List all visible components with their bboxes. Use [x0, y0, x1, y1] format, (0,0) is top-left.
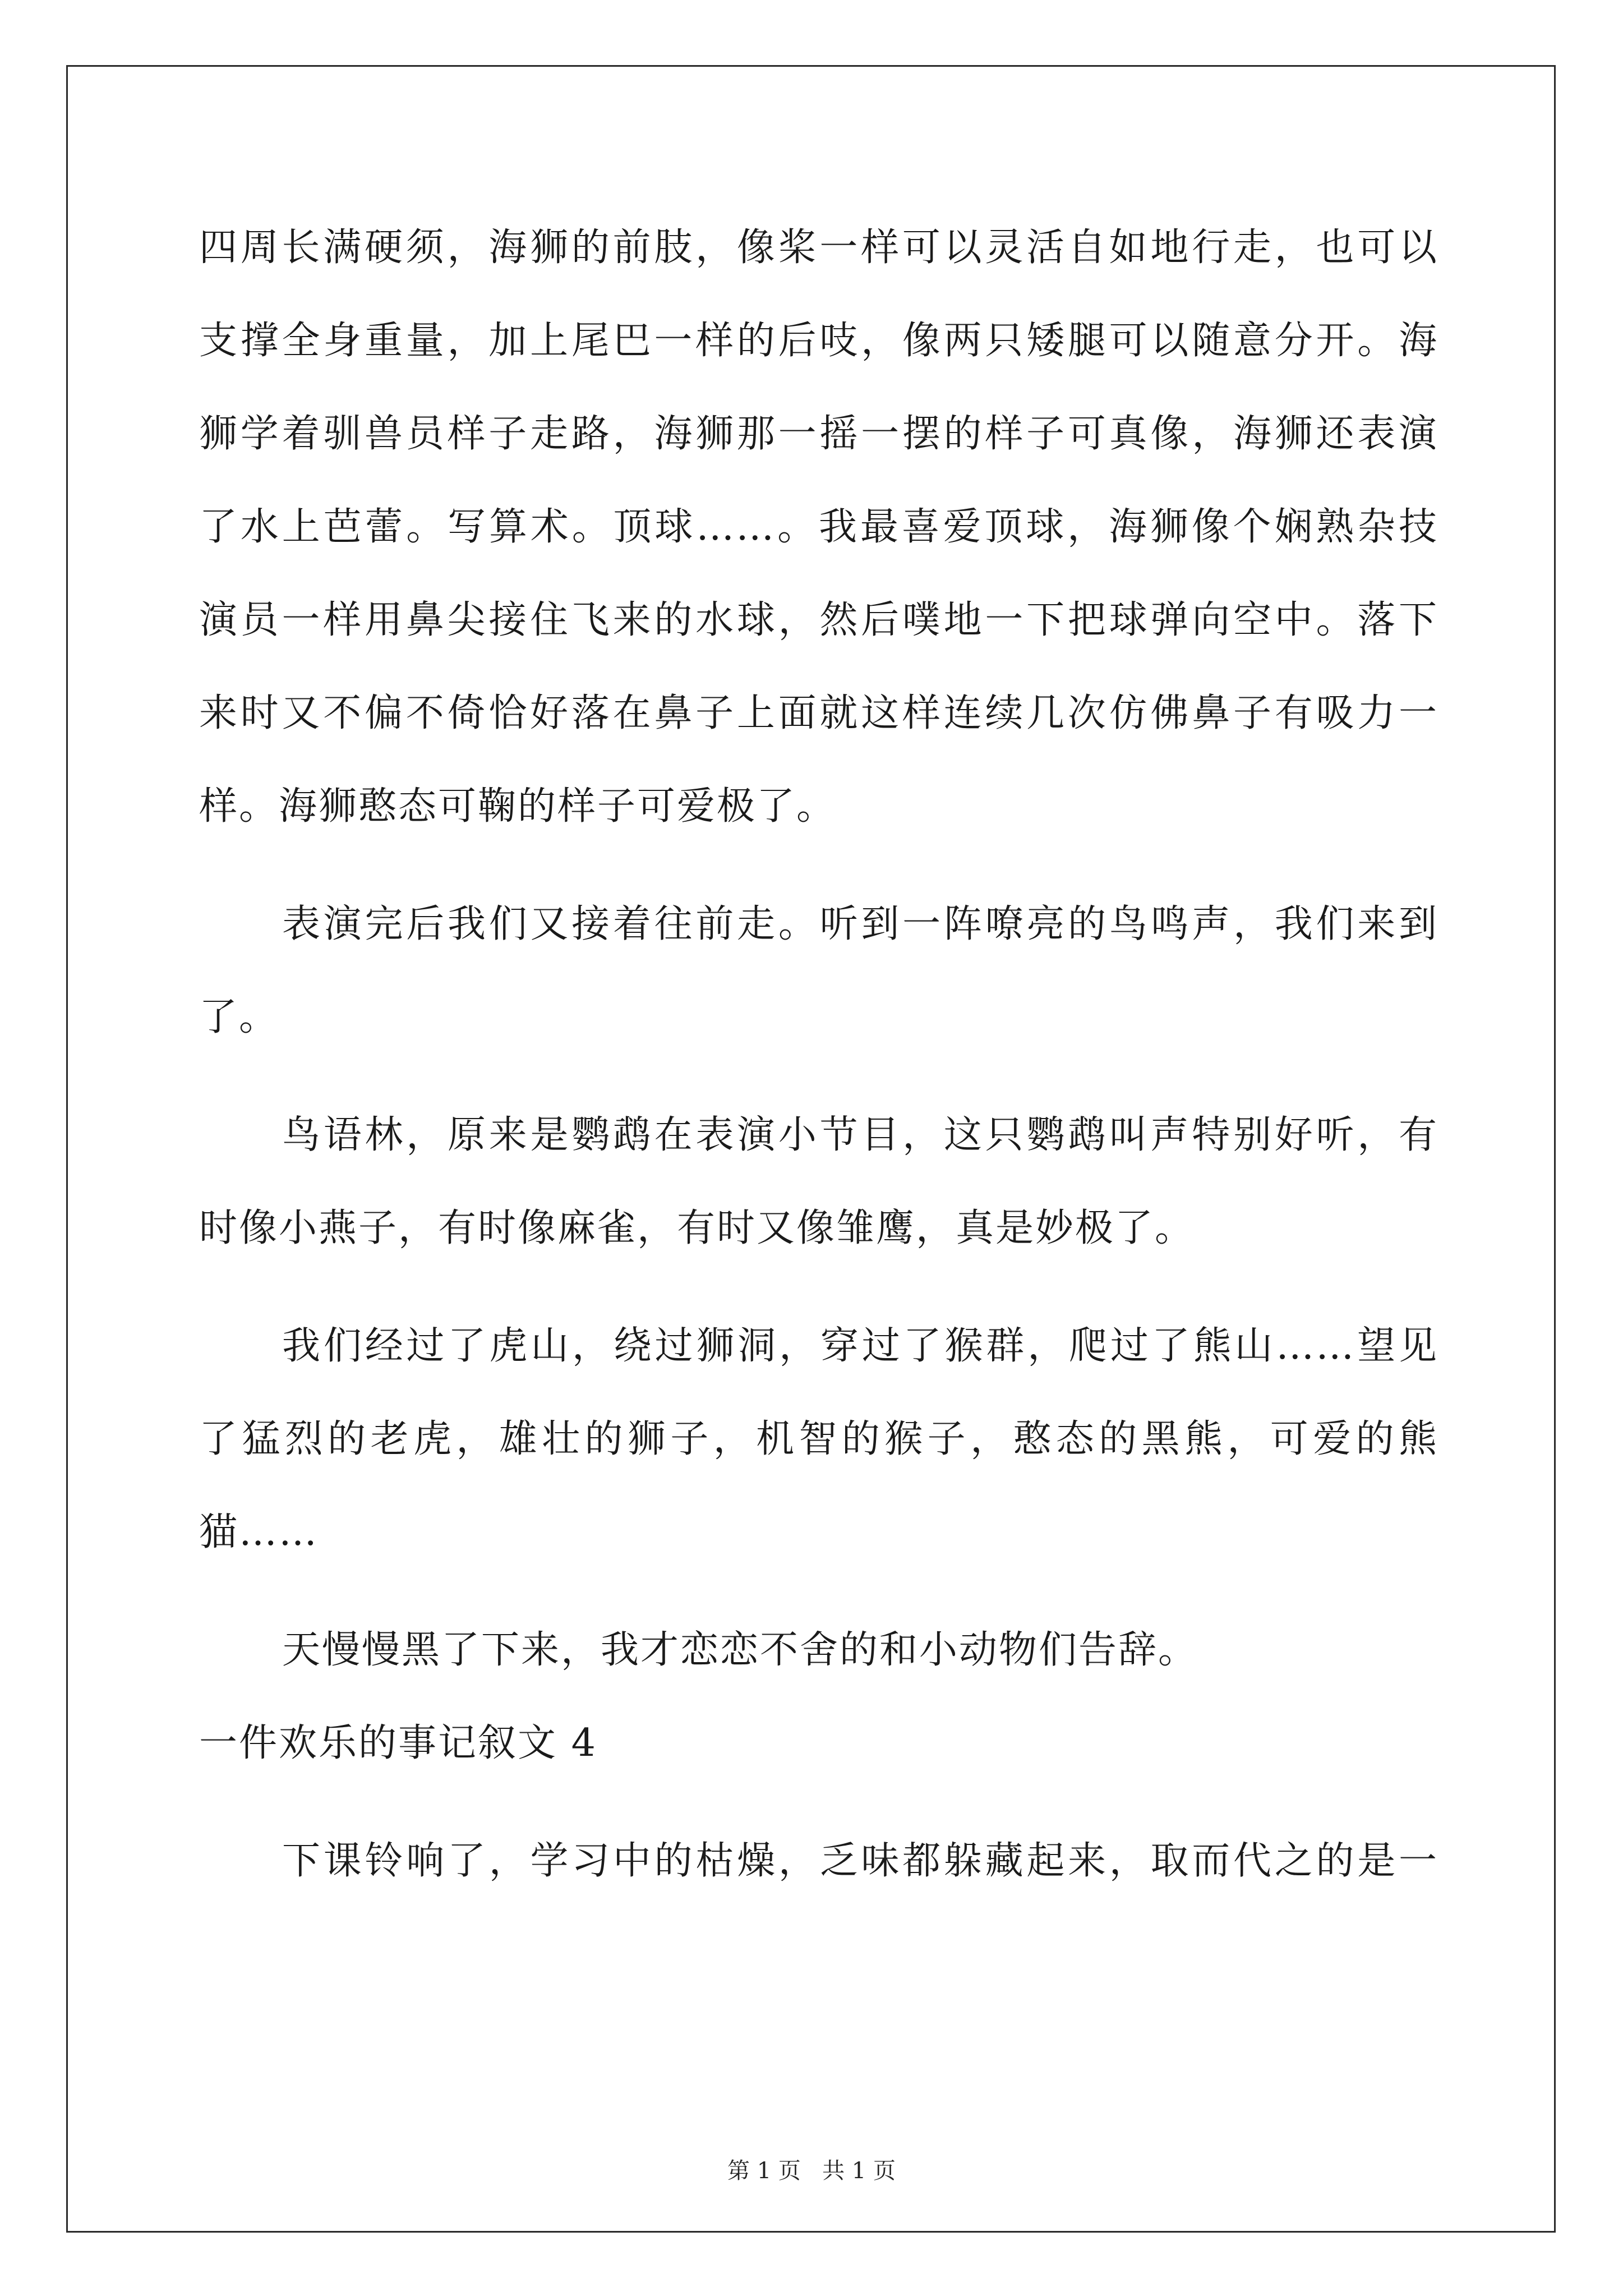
- paragraph-line: 鸟语林，原来是鹦鹉在表演小节目，这只鹦鹉叫声特别好听，有: [282, 1113, 1438, 1157]
- paragraph-line: 支撑全身重量，加上尾巴一样的后吱，像两只矮腿可以随意分开。海: [199, 319, 1438, 363]
- paragraph-line: 来时又不偏不倚恰好落在鼻子上面就这样连续几次仿佛鼻子有吸力一: [199, 691, 1438, 735]
- paragraph-line: 演员一样用鼻尖接住飞来的水球，然后噗地一下把球弹向空中。落下: [199, 598, 1438, 642]
- paragraph-line: 我们经过了虎山，绕过狮洞，穿过了猴群，爬过了熊山……望见: [282, 1324, 1438, 1368]
- paragraph-line: 时像小燕子，有时像麻雀，有时又像雏鹰，真是妙极了。: [199, 1206, 1195, 1250]
- paragraph-line: 了猛烈的老虎，雄壮的狮子，机智的猴子，憨态的黑熊，可爱的熊: [199, 1417, 1438, 1461]
- paragraph-line: 了水上芭蕾。写算术。顶球……。我最喜爱顶球，海狮像个娴熟杂技: [199, 505, 1438, 549]
- paragraph-line: 了。: [199, 995, 279, 1039]
- paragraph-line: 狮学着驯兽员样子走路，海狮那一摇一摆的样子可真像，海狮还表演: [199, 412, 1438, 456]
- paragraph-line: 猫……: [199, 1510, 319, 1554]
- page-footer: 第 1 页 共 1 页: [727, 2158, 896, 2184]
- paragraph-line: 样。海狮憨态可鞠的样子可爱极了。: [199, 784, 837, 829]
- document-body: [199, 220, 1438, 1926]
- paragraph-line: 下课铃响了，学习中的枯燥，乏味都躲藏起来，取而代之的是一: [282, 1839, 1438, 1883]
- section-heading: 一件欢乐的事记叙文 4: [199, 1721, 597, 1765]
- paragraph-line: 四周长满硬须，海狮的前肢，像桨一样可以灵活自如地行走，也可以: [199, 226, 1438, 270]
- paragraph-line: 天慢慢黑了下来，我才恋恋不舍的和小动物们告辞。: [282, 1628, 1198, 1672]
- paragraph-line: 表演完后我们又接着往前走。听到一阵嘹亮的鸟鸣声，我们来到: [282, 902, 1438, 946]
